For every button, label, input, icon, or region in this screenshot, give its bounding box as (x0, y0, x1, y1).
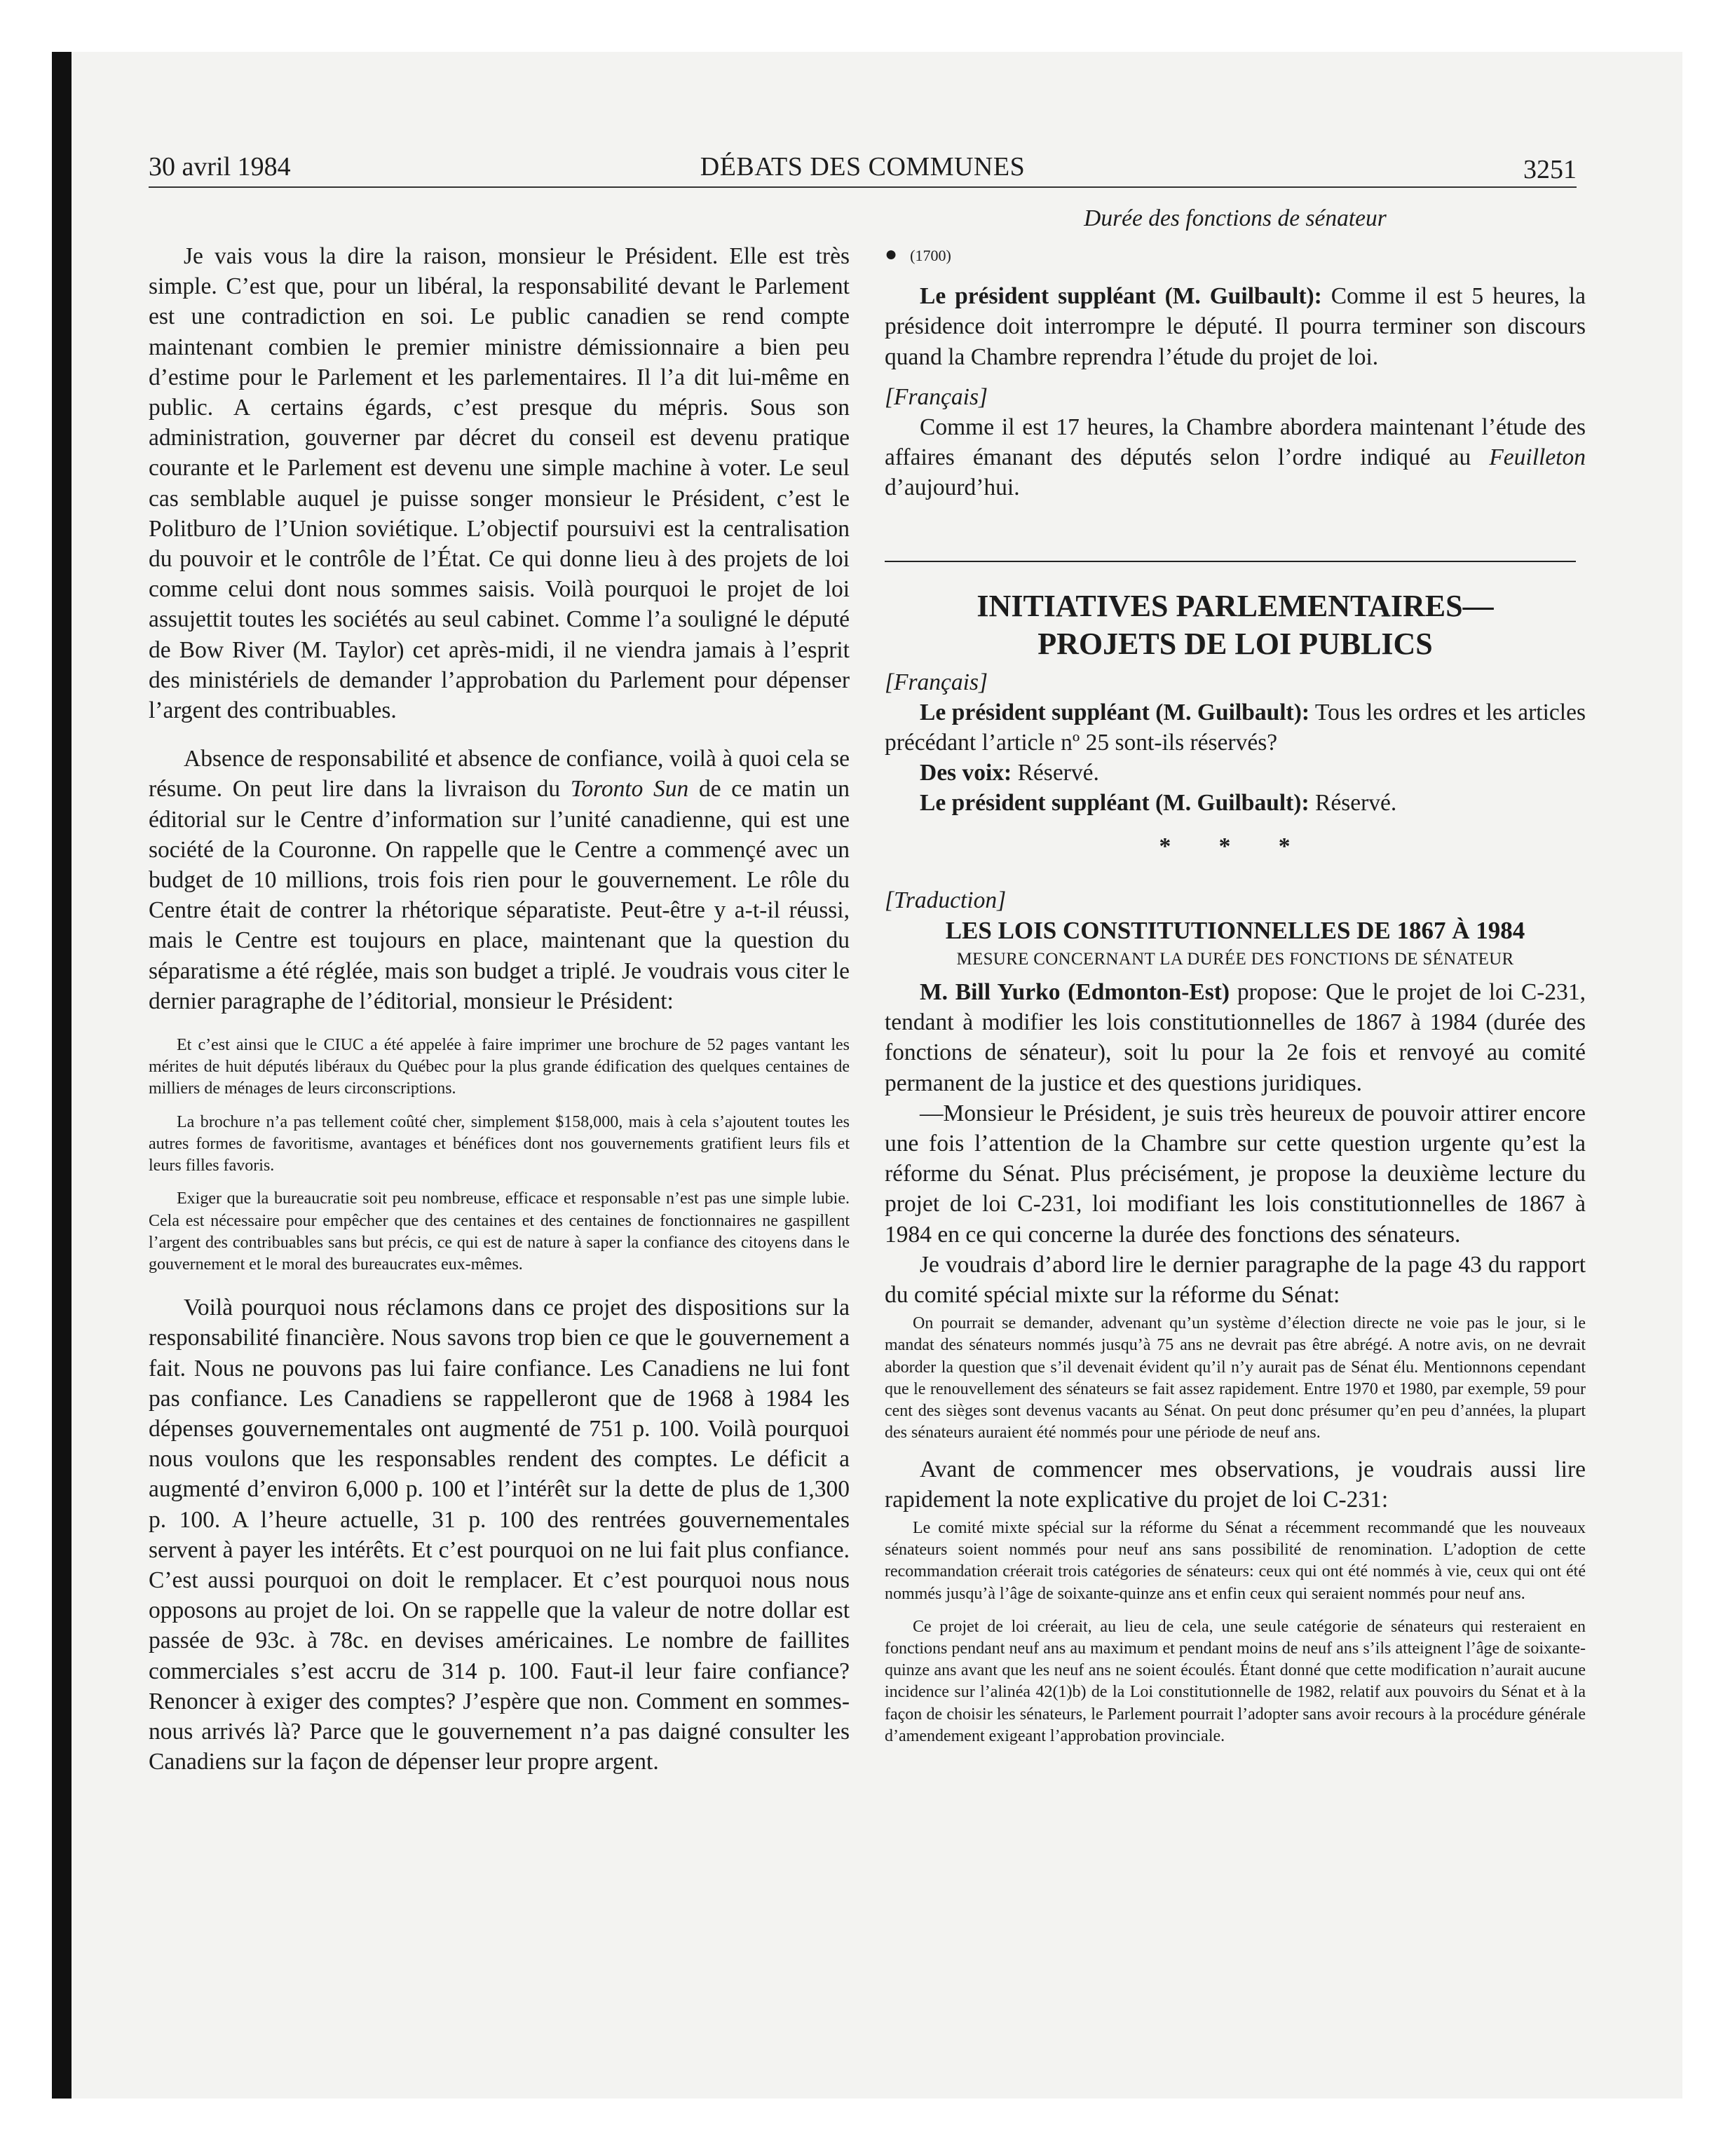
bill-title: LES LOIS CONSTITUTIONNELLES DE 1867 À 1984 (945, 917, 1525, 945)
language-tag-text: [Français] (885, 383, 988, 410)
speech (885, 697, 1586, 758)
explanatory-note (885, 1517, 1586, 1747)
paragraph: Avant de commencer mes observations, je voudrais aussi lire rapidement la note explicative du projet de loi C-231: (885, 1456, 1586, 1513)
language-tag (885, 667, 1586, 697)
paragraph (149, 744, 850, 1016)
language-tag (885, 382, 1586, 412)
speaker-name: Le président suppléant (M. Guilbault): (920, 283, 1322, 310)
speech-text: Tous les ordres et les articles précédant l’article nº 25 sont-ils réservés? (885, 699, 1586, 756)
scan-border (52, 52, 72, 2099)
time-marker (885, 240, 1586, 270)
paragraph: Je voudrais d’abord lire le dernier paragraphe de la page 43 du rapport du comité spécial mixte sur la réforme du Sénat: (885, 1251, 1586, 1309)
speech-text: propose: Que le projet de loi C-231, tendant à modifier les lois constitutionnelles de 1867 à 1984 (durée des fonctions de sénateur), soit lu pour la 2e fois et renvoyé au comité permanent de la justice et des questions juridiques. (885, 979, 1586, 1096)
quote-paragraph: La brochure n’a pas tellement coûté cher, simplement $158,000, mais à cela s’ajoutent toutes les autres formes de favoritisme, avantages et bénéfices dont nos gouvernements gratifient leurs fils et leurs filles favoris. (149, 1112, 850, 1175)
speech (885, 788, 1586, 818)
text-run: d’aujourd’hui. (885, 475, 1020, 501)
speech (885, 977, 1586, 1098)
language-tag-text: [Traduction] (885, 887, 1007, 913)
quote-paragraph: Ce projet de loi créerait, au lieu de cela, une seule catégorie de sénateurs qui resteraient en fonctions pendant neuf ans au maximum et pendant moins de neuf ans s’ils atteignent l’âge de soixante-quinze ans avant que les neuf ans ne soient écoulés. Étant donné que cette modification n’aurait aucune incidence sur l’alinéa 42(1)b) de la Loi constitutionnelle de 1982, relatif aux pouvoirs du Sénat et à la façon de choisir les sénateurs, le Parlement pourrait l’adopter sans avoir recours à la procédure générale d’amendement exigeant l’approbation provinciale. (885, 1617, 1586, 1745)
time-marker-label: (1700) (910, 247, 951, 265)
paragraph: —Monsieur le Président, je suis très heureux de pouvoir attirer encore une fois l’attention de la Chambre sur cette question urgente qu’est la réforme du Sénat. Plus précisément, je propose la deuxième lecture du projet de loi C-231, loi modifiant les lois constitutionnelles de 1867 à 1984 en ce qui concerne la durée des fonctions des sénateurs. (885, 1100, 1586, 1248)
left-column (149, 203, 850, 1777)
speaker-name: M. Bill Yurko (Edmonton-Est) (920, 979, 1230, 1006)
language-tag (885, 885, 1586, 915)
page-number: 3251 (1523, 155, 1577, 184)
text-run: Comme il est 17 heures, la Chambre abordera maintenant l’étude des affaires émanant des députés selon l’ordre indiqué au (885, 414, 1586, 471)
quote-paragraph: Exiger que la bureaucratie soit peu nombreuse, efficace et responsable n’est pas une simple lubie. Cela est nécessaire pour empêcher que des centaines et des centaines de fonctionnaires ne gaspillent l’argent des contribuables sans but précis, ce qui est de nature à saper la confiance des citoyens dans le gouvernement et le moral des bureaucrates eux-mêmes. (149, 1189, 850, 1274)
text-run: Absence de responsabilité et absence de confiance, voilà à quoi cela se résume. On peut lire dans la livraison du (149, 746, 850, 803)
quote-paragraph: On pourrait se demander, advenant qu’un système d’élection directe ne voie pas le jour, si le mandat des sénateurs nommés jusqu’à 75 ans ne devrait pas être abrégé. A notre avis, on ne devrait aborder la question que s’il devenait évident qu’il n’y aurait pas de Sénat élu. Mentionnons cependant que le renouvellement des sénateurs se fait assez rapidement. Entre 1970 et 1980, par exemple, 59 pour cent des sièges sont devenus vacants au Sénat. On peut donc présumer qu’en peu d’années, la plupart des sénateurs auraient été nommés pour une période de neuf ans. (885, 1314, 1586, 1442)
section-heading-line2: PROJETS DE LOI PUBLICS (1037, 626, 1433, 661)
italic-term: Feuilleton (1489, 444, 1586, 471)
quote-paragraph: Et c’est ainsi que le CIUC a été appelée à faire imprimer une brochure de 52 pages vantant les mérites de huit députés libéraux du Québec pour la plus grande édification des quelques centaines de milliers de ménages de leurs circonscriptions. (149, 1036, 850, 1098)
editorial-quote (149, 1035, 850, 1276)
report-quote (885, 1313, 1586, 1444)
section-divider (885, 561, 1576, 562)
speech (885, 758, 1586, 788)
header-date: 30 avril 1984 (149, 152, 291, 182)
quote-paragraph: Le comité mixte spécial sur la réforme du Sénat a récemment recommandé que les nouveaux sénateurs soient nommés pour neuf ans sans possibilité de renomination. L’adoption de cette recommandation créerait trois catégories de sénateurs: ceux qui ont été nommés à vie, ceux qui ont été nommés jusqu’à l’âge de soixante-quinze ans et enfin ceux qui seraient nommés pour neuf ans. (885, 1518, 1586, 1603)
speaker-name: Le président suppléant (M. Guilbault): (920, 699, 1310, 725)
speech (885, 281, 1586, 372)
speech-text: Comme il est 5 heures, la présidence doit interrompre le député. Il pourra terminer son discours quand la Chambre reprendra l’étude du projet de loi. (885, 283, 1586, 370)
page-header (149, 147, 1577, 188)
section-separator: * * * (1159, 833, 1312, 859)
paragraph: Je vais vous la dire la raison, monsieur le Président. Elle est très simple. C’est que, pour un libéral, la responsabilité devant le Parlement est une contradiction en soi. Le public canadien se rend compte maintenant combien le premier ministre démissionnaire a bien peu d’estime pour le Parlement et les parlementaires. Il l’a dit lui-même en public. A certains égards, c’est presque du mépris. Sous son administration, gouverner par décret du conseil est devenu pratique courante et le Parlement est devenu une simple machine à voter. Le seul cas semblable auquel je puisse songer monsieur le Président, c’est le Politburo de l’Union soviétique. L’objectif poursuivi est la centralisation du pouvoir et le contrôle de l’État. Ce qui donne lieu à des projets de loi comme celui dont nous sommes saisis. Voilà pourquoi le projet de loi assujettit toutes les sociétés au seul cabinet. Comme l’a souligné le député de Bow River (M. Taylor) cet après-midi, il ne viendra jamais à l’esprit des ministériels de demander l’approbation du Parlement pour dépenser l’argent des contribuables. (149, 243, 850, 724)
speech-text: Réservé. (1309, 790, 1397, 817)
section-heading-line1: INITIATIVES PARLEMENTAIRES— (977, 588, 1494, 623)
subheading: Durée des fonctions de sénateur (1084, 205, 1387, 231)
newspaper-name: Toronto Sun (570, 776, 689, 803)
text-run: de ce matin un éditorial sur le Centre d’information sur l’unité canadienne, qui est une société de la Couronne. On rappelle que le Centre a commençé avec un budget de 10 millions, trois fois rien pour le gouvernement. Le rôle du Centre était de contrer la rhétorique séparatiste. Peut-être y a-t-il réussi, mais le Centre est toujours en place, maintenant que la question du séparatisme a été réglée, mais son budget a triplé. Je voudrais vous citer le dernier paragraphe de l’éditorial, monsieur le Président: (149, 776, 850, 1014)
speaker-name: Le président suppléant (M. Guilbault): (920, 790, 1309, 817)
bullet-icon: ● (885, 243, 898, 266)
language-tag-text: [Français] (885, 669, 988, 695)
bill-subtitle: MESURE CONCERNANT LA DURÉE DES FONCTIONS DE SÉNATEUR (956, 950, 1514, 969)
right-column (885, 203, 1586, 1757)
paragraph (885, 412, 1586, 503)
speaker-name: Des voix: (920, 760, 1012, 786)
speech-text: Réservé. (1012, 760, 1099, 786)
paragraph: Voilà pourquoi nous réclamons dans ce projet des dispositions sur la responsabilité financière. Nous savons trop bien ce que le gouvernement a fait. Nous ne pouvons pas lui faire confiance. Les Canadiens ne lui font pas confiance. Les Canadiens se rappelleront que de 1968 à 1984 les dépenses gouvernementales ont augmenté de 751 p. 100. Voilà pourquoi nous voulons que les responsables rendent des comptes. Le déficit a augmenté d’environ 6,000 p. 100 et l’intérêt sur la dette de plus de 1,300 p. 100. A l’heure actuelle, 31 p. 100 des rentrées gouvernementales servent à payer les intérêts. Et c’est pourquoi on ne lui fait plus confiance. C’est aussi pourquoi on doit le remplacer. Et c’est pourquoi nous nous opposons au projet de loi. On se rappelle que la valeur de notre dollar est passée de 93c. à 78c. en devises américaines. Le nombre de faillites commerciales s’est accru de 314 p. 100. Faut-il leur faire confiance? Renoncer à exiger des comptes? J’espère que non. Comment en sommes-nous arrivés là? Parce que le gouvernement n’a pas daigné consulter les Canadiens sur la façon de dépenser leur propre argent. (149, 1295, 850, 1775)
header-title: DÉBATS DES COMMUNES (700, 152, 1026, 182)
